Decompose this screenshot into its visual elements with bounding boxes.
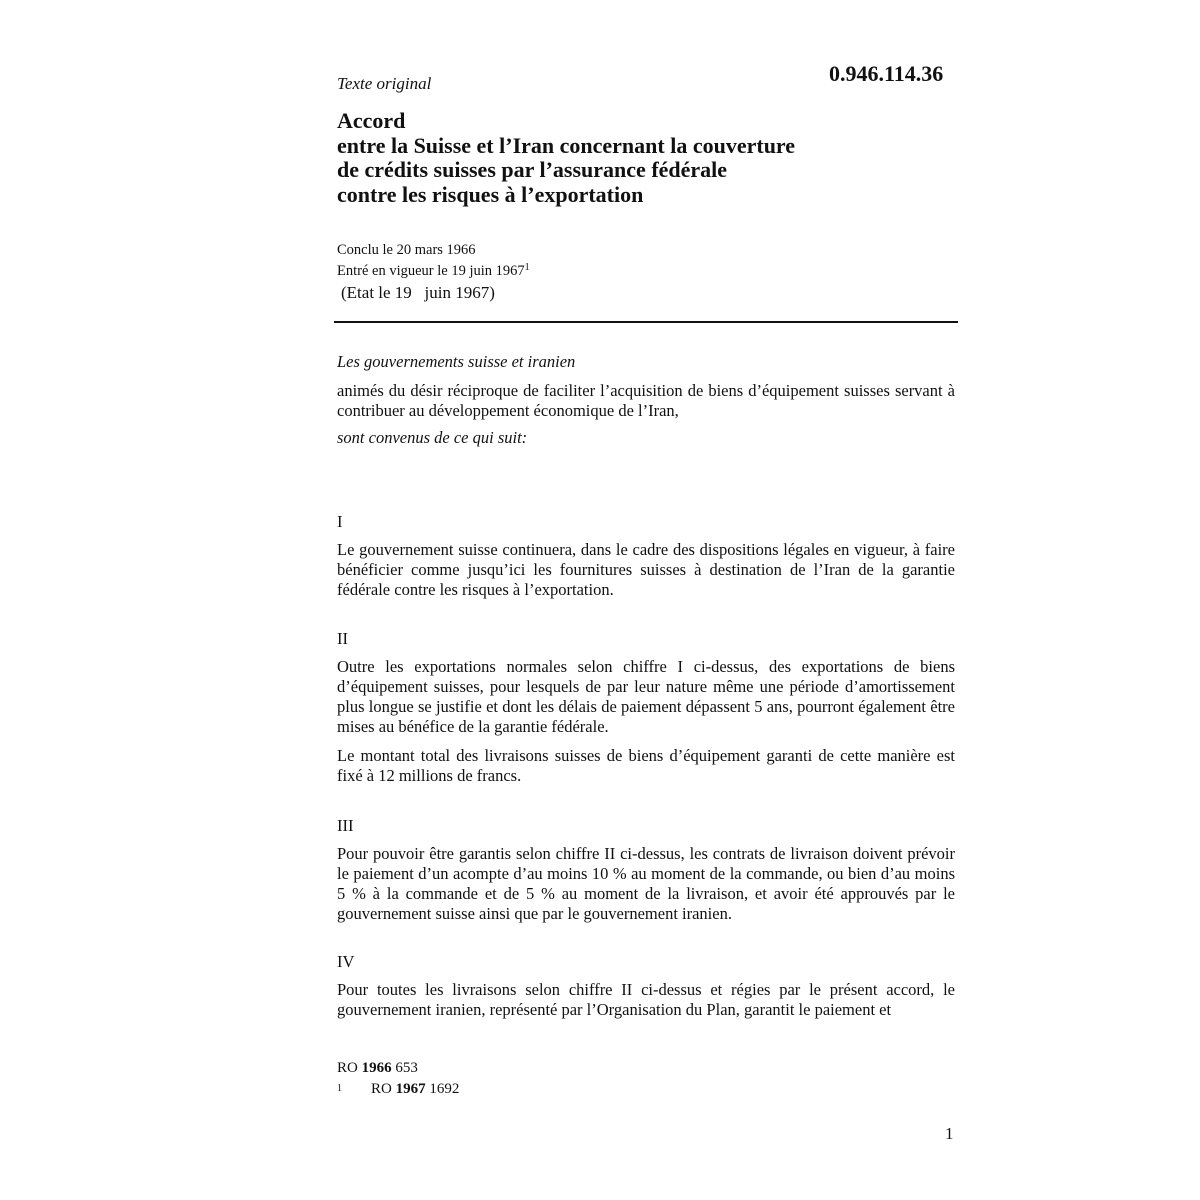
- article-number: IV: [337, 952, 355, 971]
- preamble-parties: Les gouvernements suisse et iranien: [337, 352, 576, 371]
- concluded-date: Conclu le 20 mars 1966: [337, 242, 476, 258]
- preamble-intent: animés du désir réciproque de faciliter l’acquisition de biens d’équipement suisses servant à contribuer au développement économique de l’Iran,: [337, 381, 955, 420]
- document-title: [337, 109, 955, 207]
- source-reference: RO 1966 653: [337, 1060, 418, 1076]
- article-paragraph: Le montant total des livraisons suisses de biens d’équipement garanti de cette manière est fixé à 12 millions de francs.: [337, 746, 955, 785]
- article-number: II: [337, 629, 348, 648]
- article-number: III: [337, 816, 354, 835]
- status-date: (Etat le 19 juin 1967): [341, 283, 495, 302]
- title-line: contre les risques à l’exportation: [337, 181, 644, 207]
- page-number: 1: [945, 1124, 954, 1143]
- footnote-mark: 1: [337, 1083, 342, 1094]
- entry-into-force: [337, 259, 955, 280]
- footnote-1: [337, 1079, 460, 1102]
- footnote-text: RO 1967 1692: [371, 1081, 460, 1097]
- entry-into-force-text: Entré en vigueur le 19 juin 1967: [337, 263, 525, 279]
- title-line: Accord: [337, 108, 406, 133]
- article-paragraph: Outre les exportations normales selon chiffre I ci-dessus, des exportations de biens d’équipement suisses, pour lesquels de par leur nature même une période d’amortissement plus longue se justifie et dont les délais de paiement dépassent 5 ans, pourront également être mises au bénéfice de la garantie fédérale.: [337, 657, 955, 736]
- article-number: I: [337, 512, 343, 531]
- original-text-label: Texte original: [337, 74, 432, 93]
- preamble-agreement: sont convenus de ce qui suit:: [337, 428, 528, 447]
- article-paragraph: Pour toutes les livraisons selon chiffre II ci-dessus et régies par le présent accord, le gouvernement iranien, représenté par l’Organisation du Plan, garantit le paiement et: [337, 980, 955, 1019]
- article-paragraph: Pour pouvoir être garantis selon chiffre II ci-dessus, les contrats de livraison doivent prévoir le paiement d’un acompte d’au moins 10 % au moment de la commande, ou bien d’au moins 5 % à la commande et de 5 % au moment de la livraison, et avoir été approuvés par le gouvernement suisse ainsi que par le gouvernement iranien.: [337, 844, 955, 923]
- sr-number: 0.946.114.36: [829, 61, 944, 86]
- footnote-ref: 1: [524, 262, 530, 273]
- title-line: entre la Suisse et l’Iran concernant la couverture: [337, 132, 796, 158]
- header-rule: [334, 321, 958, 323]
- article-paragraph: Le gouvernement suisse continuera, dans le cadre des dispositions légales en vigueur, à faire bénéficier comme jusqu’ici les fournitures suisses à destination de l’Iran de la garantie fédérale contre les risques à l’exportation.: [337, 540, 955, 599]
- title-line: de crédits suisses par l’assurance fédérale: [337, 157, 728, 182]
